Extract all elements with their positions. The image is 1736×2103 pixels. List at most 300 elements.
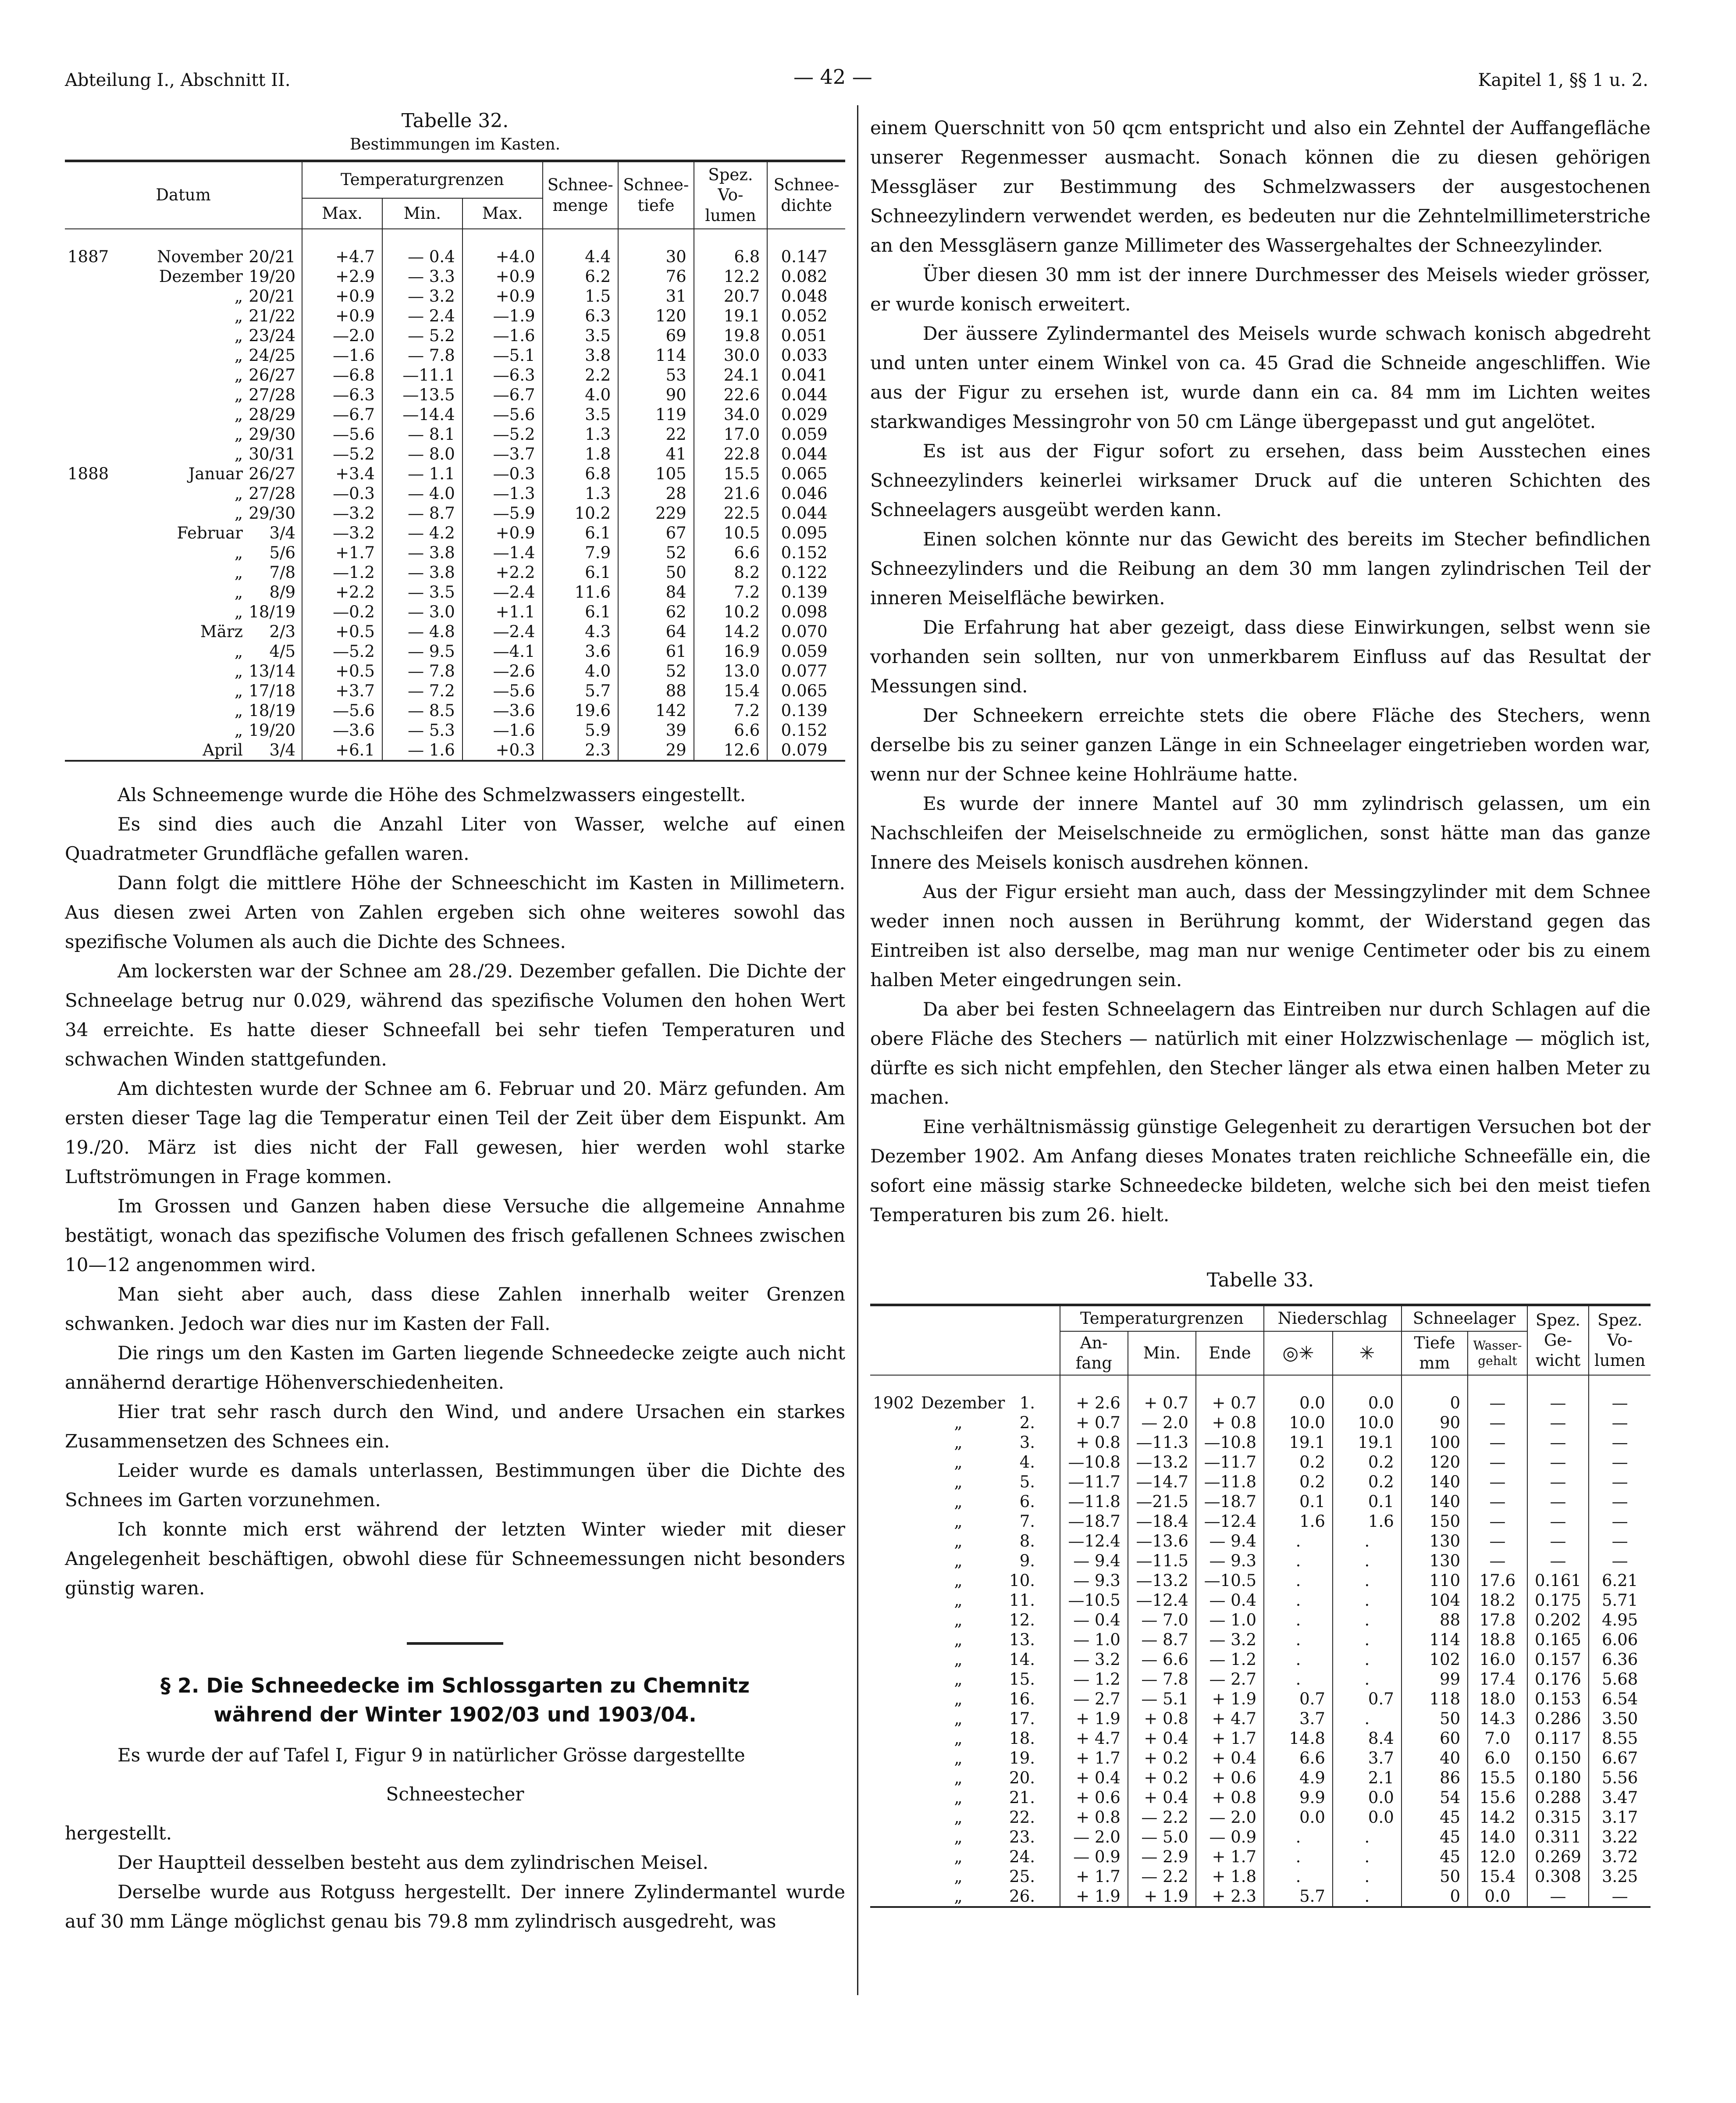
table-cell: —11.3 xyxy=(1128,1433,1196,1452)
table-cell: 14.2 xyxy=(694,622,768,642)
table-cell: 0.029 xyxy=(767,405,845,424)
table-cell: +0.9 xyxy=(462,267,543,286)
cell-month: „ xyxy=(954,1532,963,1551)
cell-datum xyxy=(65,563,302,582)
table-cell: + 2.6 xyxy=(1060,1375,1128,1413)
cell-day: 22. xyxy=(1009,1808,1035,1827)
table-row xyxy=(870,1511,1651,1531)
table-row xyxy=(870,1413,1651,1433)
table-cell: — xyxy=(1589,1511,1651,1531)
table-cell: 1.6 xyxy=(1264,1511,1333,1531)
cell-day: 1. xyxy=(1019,1394,1035,1412)
cell-month: „ xyxy=(234,701,243,720)
table-cell: 0.044 xyxy=(767,385,845,405)
table-cell: — xyxy=(1589,1492,1651,1511)
table-cell: 4.0 xyxy=(543,385,619,405)
table-cell: — 0.9 xyxy=(1196,1827,1264,1847)
cell-day: 20/21 xyxy=(249,287,295,306)
table-cell: — 3.2 xyxy=(1196,1630,1264,1650)
table-cell: — 0.4 xyxy=(382,229,462,267)
table-cell: 0.157 xyxy=(1527,1650,1589,1669)
cell-day: 7/8 xyxy=(269,563,295,582)
table-cell: 2.3 xyxy=(543,740,619,761)
cell-datum xyxy=(870,1413,1060,1433)
table-cell: 29 xyxy=(618,740,694,761)
cell-month: „ xyxy=(234,543,243,562)
table-cell: + 0.4 xyxy=(1060,1768,1128,1788)
cell-day: 3. xyxy=(1019,1433,1035,1452)
col-spez-volumen33: Spez. Vo-lumen xyxy=(1589,1305,1651,1375)
table-cell: — 2.4 xyxy=(382,306,462,326)
table-cell: — 9.3 xyxy=(1196,1551,1264,1571)
table-cell: +6.1 xyxy=(302,740,382,761)
table-cell: 11.6 xyxy=(543,582,619,602)
paragraph: Es ist aus der Figur sofort zu ersehen, dass beim Ausstechen eines Schneezylinders keinerlei wirksamer Druck auf die unteren Schichten des Schneelagers ausgeübt werden kann. xyxy=(870,440,1651,520)
cell-datum xyxy=(65,661,302,681)
table-cell: 0.1 xyxy=(1333,1492,1402,1511)
table-cell: + 0.4 xyxy=(1128,1788,1196,1807)
table-cell: 0.1 xyxy=(1264,1492,1333,1511)
table-cell: . xyxy=(1333,1630,1402,1650)
section-title-line2: während der Winter 1902/03 und 1903/04. xyxy=(213,1703,697,1726)
cell-year: 1887 xyxy=(68,247,109,266)
cell-month: „ xyxy=(954,1729,963,1748)
table-cell: — 0.4 xyxy=(1060,1610,1128,1630)
cell-month: „ xyxy=(954,1709,963,1728)
table-cell: . xyxy=(1264,1669,1333,1689)
col-max2: Max. xyxy=(462,198,543,229)
table-cell: + 4.7 xyxy=(1196,1709,1264,1729)
table-row xyxy=(65,365,845,385)
table-cell: —21.5 xyxy=(1128,1492,1196,1511)
table-cell: 17.6 xyxy=(1468,1571,1527,1590)
table-cell: 119 xyxy=(618,405,694,424)
cell-datum xyxy=(65,346,302,365)
cell-datum xyxy=(870,1433,1060,1452)
cell-day: 4. xyxy=(1019,1453,1035,1472)
paragraph: Eine verhältnismässig günstige Gelegenheit zu derartigen Versuchen bot der Dezember 1902. Am Anfang dieses Monates traten reichliche Schneefälle ein, die sofort eine mässig starke Schneedecke bildeten, welche sich bei den meist tiefen Temperaturen bis zum 26. hielt. xyxy=(870,1116,1651,1226)
cell-month: „ xyxy=(954,1650,963,1669)
table-cell: . xyxy=(1333,1669,1402,1689)
table-cell: 0.147 xyxy=(767,229,845,267)
cell-month: „ xyxy=(954,1453,963,1472)
table-cell: + 0.7 xyxy=(1128,1375,1196,1413)
table-cell: + 1.9 xyxy=(1128,1886,1196,1907)
table-cell: 10.2 xyxy=(543,503,619,523)
table-cell: 0.175 xyxy=(1527,1590,1589,1610)
left-column xyxy=(65,110,845,1936)
table-cell: 7.9 xyxy=(543,543,619,563)
table-cell: — 1.0 xyxy=(1196,1610,1264,1630)
table-cell: —12.4 xyxy=(1196,1511,1264,1531)
table-cell: —1.2 xyxy=(302,563,382,582)
table-row xyxy=(870,1531,1651,1551)
paragraph: Es sind dies auch die Anzahl Liter von Wasser, welche auf einen Quadratmeter Grundfläche gefallen waren. xyxy=(65,813,845,864)
table-cell: — xyxy=(1589,1413,1651,1433)
table-cell: +2.2 xyxy=(302,582,382,602)
table-cell: . xyxy=(1333,1847,1402,1867)
table-cell: 120 xyxy=(1402,1452,1468,1472)
table-cell: 0.065 xyxy=(767,681,845,701)
table-cell: + 1.9 xyxy=(1196,1689,1264,1709)
cell-datum xyxy=(65,385,302,405)
table-cell: 6.54 xyxy=(1589,1689,1651,1709)
cell-datum xyxy=(65,365,302,385)
table-cell: 5.7 xyxy=(1264,1886,1333,1907)
table-cell: 0.288 xyxy=(1527,1788,1589,1807)
table-cell: —5.9 xyxy=(462,503,543,523)
table-cell: —3.2 xyxy=(302,503,382,523)
table-row xyxy=(65,523,845,543)
cell-month: „ xyxy=(954,1630,963,1649)
table-cell: — 0.9 xyxy=(1060,1847,1128,1867)
table32-caption: Tabelle 32. xyxy=(401,110,509,132)
table-cell: 15.5 xyxy=(694,464,768,484)
table-cell: 45 xyxy=(1402,1827,1468,1847)
table-cell: —11.5 xyxy=(1128,1551,1196,1571)
cell-day: 14. xyxy=(1009,1650,1035,1669)
table-cell: + 0.6 xyxy=(1060,1788,1128,1807)
cell-month: „ xyxy=(954,1670,963,1689)
table-cell: — 7.0 xyxy=(1128,1610,1196,1630)
table-cell: —13.2 xyxy=(1128,1571,1196,1590)
paragraph: Hier trat sehr rasch durch den Wind, und andere Ursachen ein starkes Zusammensetzen des Schnees ein. xyxy=(65,1401,845,1452)
table-cell: —6.7 xyxy=(462,385,543,405)
table-cell: 102 xyxy=(1402,1650,1468,1669)
table-cell: 6.8 xyxy=(543,464,619,484)
table-cell: — xyxy=(1468,1511,1527,1531)
table-cell: 21.6 xyxy=(694,484,768,503)
table-row xyxy=(65,642,845,661)
table-cell: 99 xyxy=(1402,1669,1468,1689)
cell-datum xyxy=(65,326,302,346)
table-cell: 0.7 xyxy=(1333,1689,1402,1709)
col-tiefe: Tiefe mm xyxy=(1402,1331,1468,1375)
cell-month: „ xyxy=(954,1749,963,1768)
col-anfang: An-fang xyxy=(1060,1331,1128,1375)
cell-month: „ xyxy=(234,366,243,385)
table-row xyxy=(65,346,845,365)
section-title-line1: § 2. Die Schneedecke im Schlossgarten zu Chemnitz xyxy=(160,1674,750,1697)
table-cell: 3.47 xyxy=(1589,1788,1651,1807)
table-cell: 6.36 xyxy=(1589,1650,1651,1669)
cell-day: 16. xyxy=(1009,1690,1035,1708)
cell-day: 27/28 xyxy=(249,484,295,503)
table-cell: 130 xyxy=(1402,1531,1468,1551)
table-cell: —5.2 xyxy=(462,424,543,444)
table-cell: 30.0 xyxy=(694,346,768,365)
table-row xyxy=(65,740,845,761)
cell-day: 28/29 xyxy=(249,405,295,424)
table-cell: 0.2 xyxy=(1333,1452,1402,1472)
cell-datum xyxy=(65,582,302,602)
table-row xyxy=(65,701,845,720)
table-cell: — 2.2 xyxy=(1128,1867,1196,1886)
cell-month: „ xyxy=(234,504,243,523)
paragraph: Am lockersten war der Schnee am 28./29. Dezember gefallen. Die Dichte der Schneelage betrug nur 0.029, während das spezifische Volumen den hohen Wert 34 erreichte. Es hatte dieser Schneefall bei sehr tiefen Temperaturen und schwachen Winden stattgefunden. xyxy=(65,960,845,1070)
cell-day: 15. xyxy=(1009,1670,1035,1689)
table-row xyxy=(870,1886,1651,1907)
table-cell: — 1.1 xyxy=(382,464,462,484)
table-cell: — 0.4 xyxy=(1196,1590,1264,1610)
table-cell: 0.051 xyxy=(767,326,845,346)
table-cell: 3.6 xyxy=(543,642,619,661)
table-cell: 50 xyxy=(1402,1709,1468,1729)
table-cell: — 4.8 xyxy=(382,622,462,642)
table-cell: 0.139 xyxy=(767,701,845,720)
table-cell: 19.6 xyxy=(543,701,619,720)
table-cell: 0.152 xyxy=(767,543,845,563)
table-cell: 0.052 xyxy=(767,306,845,326)
table-cell: — xyxy=(1589,1531,1651,1551)
table-cell: 0.315 xyxy=(1527,1807,1589,1827)
cell-month: „ xyxy=(954,1828,963,1846)
cell-datum xyxy=(870,1669,1060,1689)
cell-month: „ xyxy=(954,1808,963,1827)
paragraph: Am dichtesten wurde der Schnee am 6. Februar und 20. März gefunden. Am ersten dieser Tage lag die Temperatur einen Teil der Zeit über dem Eispunkt. Am 19./20. März ist dies nicht der Fall gewesen, hier werden wohl starke Luftströmungen in Frage kommen. xyxy=(65,1078,845,1187)
table-row xyxy=(65,267,845,286)
cell-month: „ xyxy=(954,1690,963,1708)
cell-datum xyxy=(870,1689,1060,1709)
table-cell: — xyxy=(1527,1551,1589,1571)
table-cell: 22.6 xyxy=(694,385,768,405)
table-cell: 3.7 xyxy=(1333,1748,1402,1768)
table-cell: 1.6 xyxy=(1333,1511,1402,1531)
table-cell: — 8.7 xyxy=(382,503,462,523)
cell-datum xyxy=(870,1729,1060,1748)
paragraph: Einen solchen könnte nur das Gewicht des bereits im Stecher befindlichen Schneezylinders und die Reibung an dem 30 mm langen zylindrischen Teil der inneren Meiselfläche bewirken. xyxy=(870,528,1651,609)
table-cell: 3.5 xyxy=(543,405,619,424)
table-cell: 0.065 xyxy=(767,464,845,484)
table-row xyxy=(870,1630,1651,1650)
col-temp-group: Temperaturgrenzen xyxy=(302,161,542,198)
cell-datum xyxy=(65,267,302,286)
table-cell: 0.202 xyxy=(1527,1610,1589,1630)
table-cell: 0.095 xyxy=(767,523,845,543)
table-cell: — xyxy=(1589,1886,1651,1907)
table-cell: 28 xyxy=(618,484,694,503)
table-cell: 0.139 xyxy=(767,582,845,602)
table-row xyxy=(870,1650,1651,1669)
section-body xyxy=(65,1740,845,1936)
table-cell: 34.0 xyxy=(694,405,768,424)
table-cell: +4.7 xyxy=(302,229,382,267)
table-cell: 0.033 xyxy=(767,346,845,365)
table-cell: —10.8 xyxy=(1196,1433,1264,1452)
table-cell: — xyxy=(1527,1375,1589,1413)
table-cell: 20.7 xyxy=(694,286,768,306)
table-cell: + 0.7 xyxy=(1196,1375,1264,1413)
table-cell: 14.2 xyxy=(1468,1807,1527,1827)
table-cell: 6.8 xyxy=(694,229,768,267)
table-cell: . xyxy=(1264,1610,1333,1630)
cell-day: 29/30 xyxy=(249,504,295,523)
table-cell: + 0.2 xyxy=(1128,1768,1196,1788)
cell-datum xyxy=(870,1768,1060,1788)
table-cell: 84 xyxy=(618,582,694,602)
table-cell: . xyxy=(1333,1827,1402,1847)
cell-datum xyxy=(65,622,302,642)
table-cell: +1.1 xyxy=(462,602,543,622)
cell-day: 20. xyxy=(1009,1768,1035,1787)
table-cell: —13.2 xyxy=(1128,1452,1196,1472)
table-cell: + 0.8 xyxy=(1196,1788,1264,1807)
table-cell: 10.0 xyxy=(1264,1413,1333,1433)
cell-datum xyxy=(870,1551,1060,1571)
table-cell: 9.9 xyxy=(1264,1788,1333,1807)
table-cell: . xyxy=(1333,1650,1402,1669)
cell-day: 30/31 xyxy=(249,445,295,463)
table-cell: . xyxy=(1333,1590,1402,1610)
cell-month: „ xyxy=(234,583,243,602)
table-cell: 3.72 xyxy=(1589,1847,1651,1867)
cell-month: „ xyxy=(954,1492,963,1511)
table-cell: 3.25 xyxy=(1589,1867,1651,1886)
table-cell: —2.4 xyxy=(462,582,543,602)
cell-datum xyxy=(65,484,302,503)
table-cell: 0.0 xyxy=(1333,1807,1402,1827)
para-hauptteil: Der Hauptteil desselben besteht aus dem zylindrischen Meisel. xyxy=(117,1852,708,1873)
table-row xyxy=(65,484,845,503)
table-cell: 0.152 xyxy=(767,720,845,740)
cell-datum xyxy=(65,464,302,484)
table-cell: — 5.2 xyxy=(382,326,462,346)
col-schneemenge: Schnee-menge xyxy=(543,161,619,229)
cell-day: 23/24 xyxy=(249,326,295,345)
table-cell: 52 xyxy=(618,661,694,681)
table-cell: —11.7 xyxy=(1060,1472,1128,1492)
table-cell: 16.0 xyxy=(1468,1650,1527,1669)
table-cell: — xyxy=(1527,1531,1589,1551)
table-cell: 40 xyxy=(1402,1748,1468,1768)
table-cell: — 7.2 xyxy=(382,681,462,701)
table-cell: 53 xyxy=(618,365,694,385)
table-row xyxy=(870,1807,1651,1827)
table-cell: —12.4 xyxy=(1128,1590,1196,1610)
left-body-text xyxy=(65,780,845,1603)
cell-day: 7. xyxy=(1019,1512,1035,1531)
table-cell: 15.4 xyxy=(694,681,768,701)
table-cell: — xyxy=(1527,1433,1589,1452)
table-cell: —12.4 xyxy=(1060,1531,1128,1551)
table-cell: —3.2 xyxy=(302,523,382,543)
table-cell: +3.4 xyxy=(302,464,382,484)
section-rule xyxy=(407,1642,503,1645)
col-regen-schnee-icon: ◎✳ xyxy=(1264,1331,1333,1375)
table-cell: —5.1 xyxy=(462,346,543,365)
table-cell: 0.269 xyxy=(1527,1847,1589,1867)
col-spez-volumen: Spez. Vo-lumen xyxy=(694,161,768,229)
table-cell: + 1.9 xyxy=(1060,1709,1128,1729)
table-cell: —1.9 xyxy=(462,306,543,326)
table-cell: 2.2 xyxy=(543,365,619,385)
col-schneedichte: Schnee-dichte xyxy=(767,161,845,229)
cell-day: 6. xyxy=(1019,1492,1035,1511)
table-cell: — xyxy=(1468,1492,1527,1511)
cell-datum xyxy=(870,1511,1060,1531)
cell-datum xyxy=(870,1709,1060,1729)
table-cell: 86 xyxy=(1402,1768,1468,1788)
table-cell: 0.153 xyxy=(1527,1689,1589,1709)
table-cell: — 7.8 xyxy=(382,346,462,365)
table-cell: —18.4 xyxy=(1128,1511,1196,1531)
table-cell: 0.048 xyxy=(767,286,845,306)
table-cell: . xyxy=(1264,1531,1333,1551)
cell-day: 11. xyxy=(1009,1591,1035,1610)
table-cell: —0.3 xyxy=(462,464,543,484)
table-cell: — 7.8 xyxy=(1128,1669,1196,1689)
table-cell: — 3.8 xyxy=(382,543,462,563)
table-cell: 15.6 xyxy=(1468,1788,1527,1807)
table-cell: — xyxy=(1527,1492,1589,1511)
cell-datum xyxy=(65,229,302,267)
table-cell: 0.098 xyxy=(767,602,845,622)
table-cell: + 0.4 xyxy=(1128,1729,1196,1748)
para-rotguss: Derselbe wurde aus Rotguss hergestellt. Der innere Zylindermantel wurde auf 30 mm Länge möglichst genau bis 79.8 mm zylindrisch ausgedreht, was xyxy=(65,1881,845,1932)
table-cell: 5.9 xyxy=(543,720,619,740)
cell-datum xyxy=(870,1788,1060,1807)
table-cell: 0.0 xyxy=(1333,1375,1402,1413)
cell-day: 19/20 xyxy=(249,721,295,740)
cell-datum xyxy=(870,1590,1060,1610)
paragraph: Die Erfahrung hat aber gezeigt, dass diese Einwirkungen, selbst wenn sie vorhanden sein sollten, nur von unmerkbarem Einfluss auf das Resultat der Messungen sind. xyxy=(870,617,1651,697)
cell-datum xyxy=(870,1610,1060,1630)
table-cell: 0.0 xyxy=(1264,1807,1333,1827)
table-cell: — 3.5 xyxy=(382,582,462,602)
table-cell: 0.122 xyxy=(767,563,845,582)
table-cell: 19.1 xyxy=(1333,1433,1402,1452)
table-row xyxy=(870,1847,1651,1867)
table-cell: + 1.7 xyxy=(1060,1867,1128,1886)
table-cell: + 1.7 xyxy=(1196,1847,1264,1867)
table-cell: + 0.8 xyxy=(1196,1413,1264,1433)
table-cell: — xyxy=(1468,1472,1527,1492)
table-cell: — 2.0 xyxy=(1128,1413,1196,1433)
table-row xyxy=(870,1827,1651,1847)
table-cell: 118 xyxy=(1402,1689,1468,1709)
table-cell: —6.3 xyxy=(302,385,382,405)
cell-day: 4/5 xyxy=(269,642,295,661)
table-cell: — 1.6 xyxy=(382,740,462,761)
table-cell: 1.8 xyxy=(543,444,619,464)
cell-month: „ xyxy=(234,425,243,444)
table-cell: 41 xyxy=(618,444,694,464)
cell-month: „ xyxy=(954,1413,963,1432)
table-cell: — 2.7 xyxy=(1060,1689,1128,1709)
para-tafel: Es wurde der auf Tafel I, Figur 9 in natürlicher Grösse dargestellte xyxy=(117,1744,745,1766)
table-cell: 24.1 xyxy=(694,365,768,385)
table-cell: +0.5 xyxy=(302,661,382,681)
table-cell: . xyxy=(1264,1571,1333,1590)
cell-day: 25. xyxy=(1009,1867,1035,1886)
table-cell: +0.9 xyxy=(302,306,382,326)
table-cell: 6.1 xyxy=(543,602,619,622)
table-cell: 7.2 xyxy=(694,582,768,602)
table-cell: +0.5 xyxy=(302,622,382,642)
cell-datum xyxy=(65,681,302,701)
cell-day: 26/27 xyxy=(249,366,295,385)
table-cell: — 9.3 xyxy=(1060,1571,1128,1590)
table-cell: —18.7 xyxy=(1060,1511,1128,1531)
table-cell: . xyxy=(1264,1847,1333,1867)
table-cell: +0.9 xyxy=(462,523,543,543)
table-cell: 140 xyxy=(1402,1492,1468,1511)
table-row xyxy=(870,1472,1651,1492)
table-cell: 5.56 xyxy=(1589,1768,1651,1788)
table-cell: . xyxy=(1264,1590,1333,1610)
col-max1: Max. xyxy=(302,198,382,229)
table-cell: — 5.0 xyxy=(1128,1827,1196,1847)
